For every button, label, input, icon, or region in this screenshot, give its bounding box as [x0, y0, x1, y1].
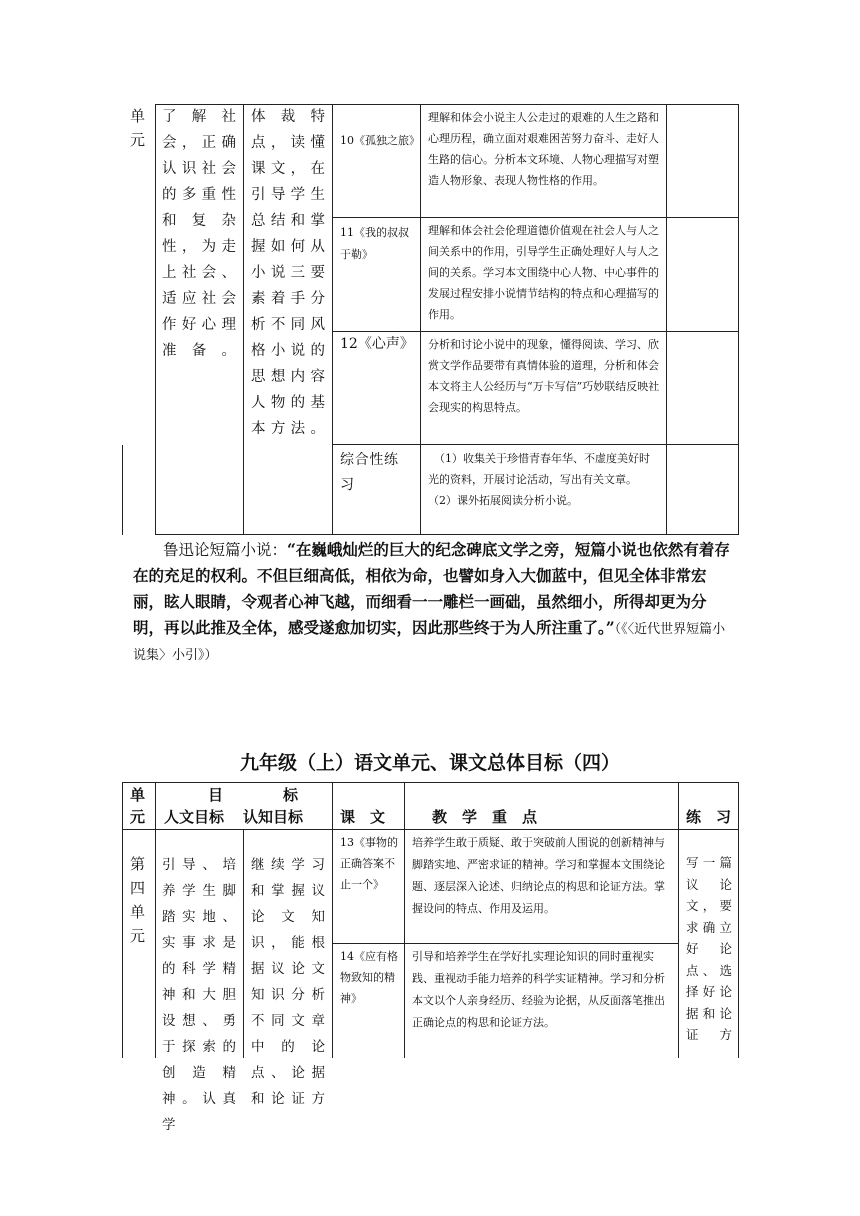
practice-task: 写一篇议论文，要求确立好论点、选择好论据和论证方 — [686, 855, 732, 1042]
unit-label: 单元 — [130, 107, 146, 149]
lesson-title: 综合性练习 — [340, 452, 398, 493]
lesson-title: 10《孤独之旅》 — [340, 134, 420, 147]
lu-xun-quote — [133, 537, 737, 668]
lesson-title: 13《事物的正确答案不止一个》 — [340, 836, 398, 891]
lesson-title: 12《心声》 — [340, 336, 414, 352]
teaching-focus: 分析和讨论小说中的现象，懂得阅读、学习、欣赏文学作品要带有真情体验的道理，分析和体会本文将主人公经历与“万卡写信”巧妙联结反映社会现实的构思特点。 — [428, 338, 660, 414]
humanity-goal: 了解社会，正确认识社会的多重性和复杂性，为走上社会、适应社会作好心理准备。 — [162, 109, 238, 359]
teaching-focus: （1）收集关于珍惜青春年华、不虚度美好时光的资料，开展讨论活动，写出有关文章。 （2）课外拓展阅读分析小说。 — [428, 452, 650, 507]
header-practice: 练 习 — [686, 808, 732, 826]
header-cognitive: 认知目标 — [243, 808, 304, 826]
cognitive-goal: 体裁特点，读懂课文，在引导学生总结和掌握如何从小说三要素着手分析不同风格小说的思想内容人物的基本方法。 — [251, 109, 327, 437]
humanity-goal: 引导、培养学生脚踏实地、实事求是的科学精神和大胆设想、勇于探索的创造精神。认真学 — [162, 857, 238, 1133]
teaching-focus: 引导和培养学生在学好扎实理论知识的同时重视实践、重视动手能力培养的科学实证精神。学习和分析本文以个人亲身经历、经验为论据，从反面落笔推出正确论点的构思和论证方法。 — [412, 950, 665, 1029]
teaching-focus: 培养学生敢于质疑、敢于突破前人围说的创新精神与脚踏实地、严密求证的精神。学习和掌握本文围绕论题、逐层深入论述、归纳论点的构思和论证方法。掌握设问的特点、作用及运用。 — [412, 836, 665, 915]
quote-source: （《〈近代世界短篇小说集〉小引》） — [133, 622, 726, 663]
header-unit: 单元 — [130, 786, 146, 826]
header-goal: 目 标 — [208, 786, 299, 804]
header-focus: 教 学 重 点 — [432, 808, 538, 826]
lesson-title: 14《应有格物致知的精神》 — [340, 950, 398, 1005]
cognitive-goal: 继续学习和掌握议论文知识，能根据议论文知识分析不同文章中的论点、论据和论证方 — [251, 857, 327, 1107]
section-title: 九年级（上）语文单元、课文总体目标（四） — [239, 752, 620, 774]
quote-body: “在巍峨灿烂的巨大的纪念碑底文学之旁，短篇小说也依然有着存在的充足的权利。不但巨细高低，相依为命，也譬如身入大伽蓝中，但见全体非常宏丽，眩人眼睛，令观者心神飞越，而细看一一雕栏一画础，虽然细小，所得却更为分明，再以此推及全体，感受遂愈加切实，因此那些终于为人所注重了。” — [133, 540, 730, 637]
unit-name: 第四单元 — [130, 855, 146, 945]
teaching-focus: 理解和体会小说主人公走过的艰难的人生之路和心理历程，确立面对艰难困苦努力奋斗、走好人生路的信心。分析本文环境、人物心理描写对塑造人物形象、表现人物性格的作用。 — [428, 111, 659, 187]
lesson-title: 11《我的叔叔于勒》 — [340, 226, 409, 261]
header-lesson: 课 文 — [340, 808, 386, 826]
header-humanity: 人文目标 — [164, 808, 225, 826]
teaching-focus: 理解和体会社会伦理道德价值观在社会人与人之间关系中的作用，引导学生正确处理好人与人之间的关系。学习本文围绕中心人物、中心事件的发展过程安排小说情节结构的特点和心理描写的作用。 — [428, 224, 659, 321]
quote-lead: 鲁迅论短篇小说： — [163, 541, 288, 559]
